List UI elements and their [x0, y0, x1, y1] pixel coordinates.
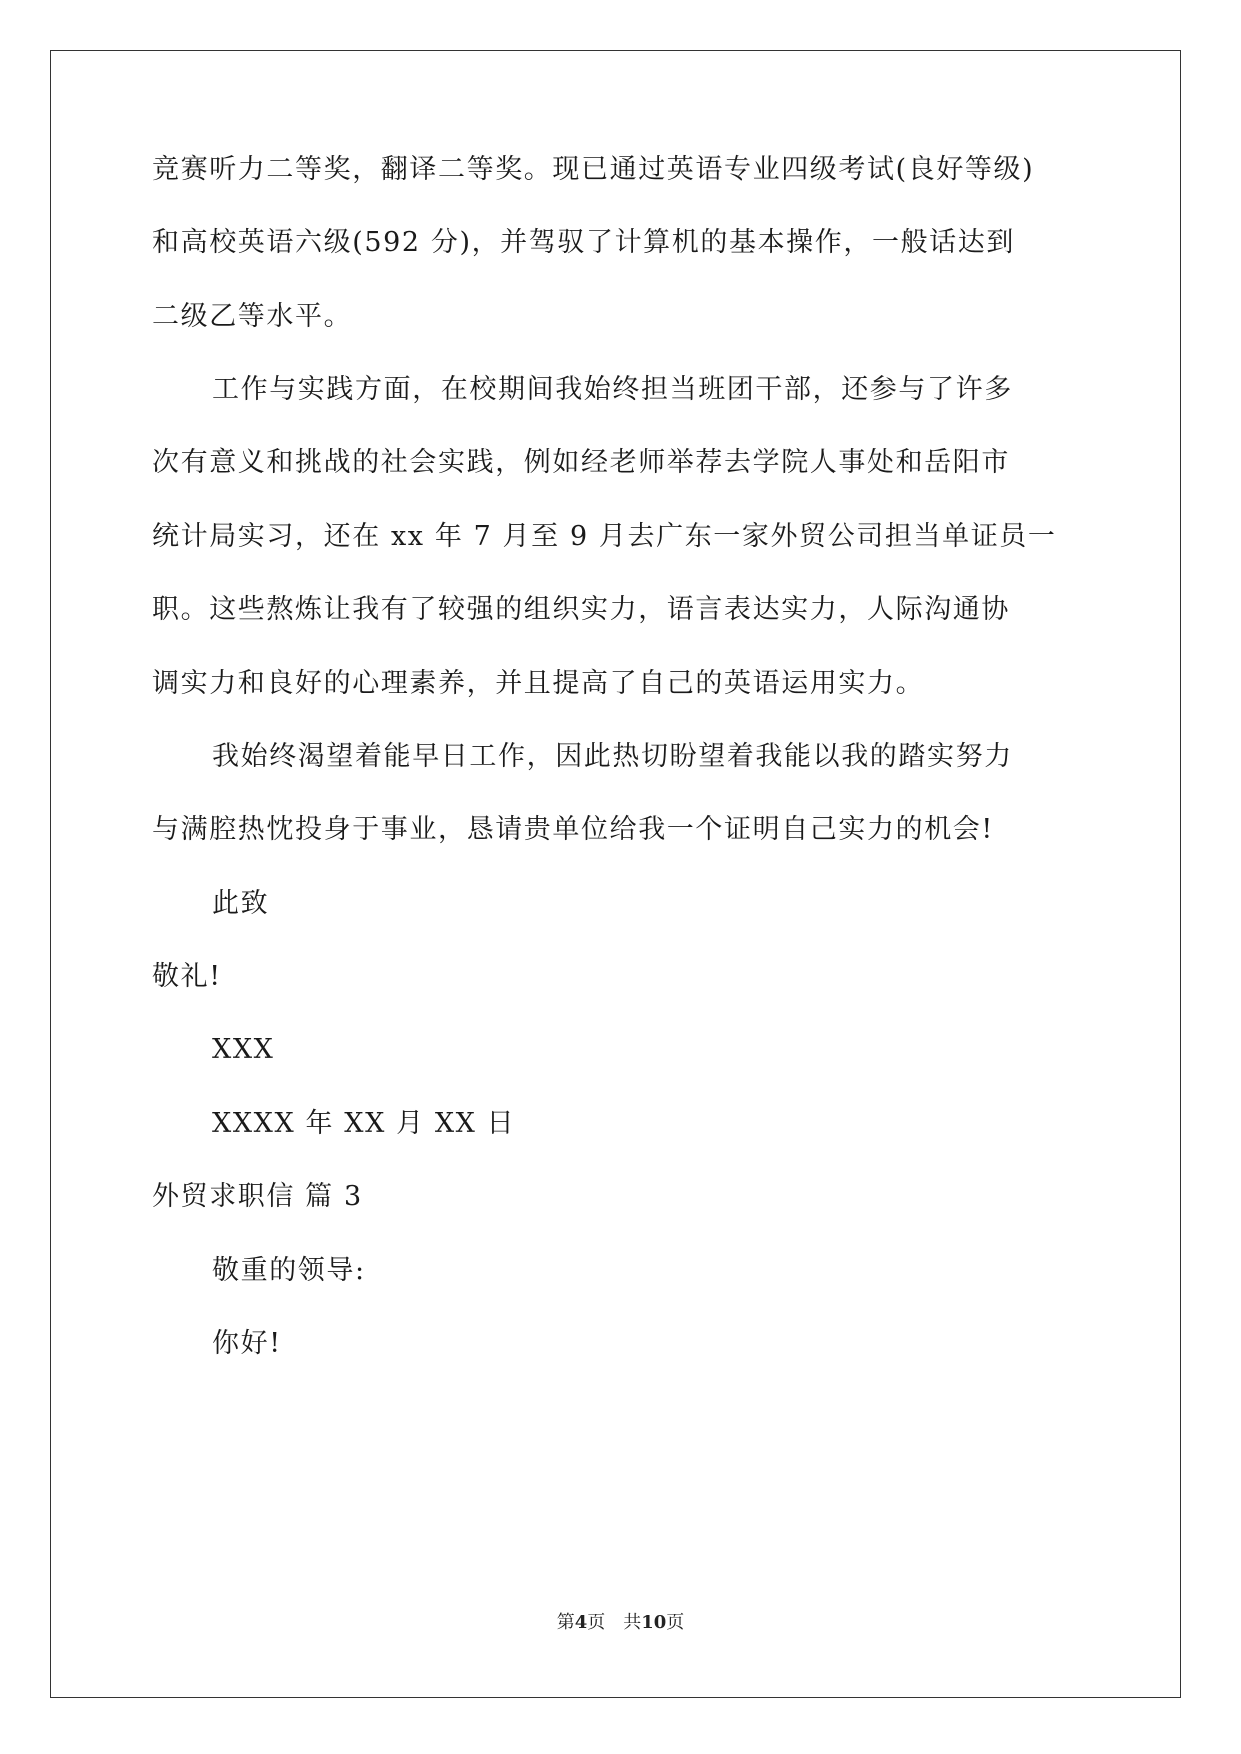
paragraph-work-start: 工作与实践方面，在校期间我始终担当班团干部，还参与了许多 — [212, 374, 1013, 405]
paragraph-hope-start: 我始终渴望着能早日工作，因此热切盼望着我能以我的踏实努力 — [212, 741, 1013, 772]
text-line-10: 与满腔热忱投身于事业，恳请贵单位给我一个证明自己实力的机会! — [152, 814, 994, 845]
salutation: 敬重的领导: — [212, 1255, 366, 1286]
signature-date: XXXX 年 XX 月 XX 日 — [212, 1108, 516, 1139]
signature-name: XXX — [212, 1034, 275, 1065]
footer-total-prefix: 共 — [623, 1612, 642, 1633]
footer-page-number: 4 — [574, 1612, 588, 1633]
text-line-5: 次有意义和挑战的社会实践，例如经老师举荐去学院人事处和岳阳市 — [152, 447, 1010, 478]
closing-jingli: 敬礼! — [152, 961, 222, 992]
text-line-2: 和高校英语六级(592 分)，并驾驭了计算机的基本操作，一般话达到 — [152, 227, 1015, 258]
footer-page-prefix: 第 — [556, 1612, 575, 1633]
footer-page-suffix: 页 — [587, 1612, 606, 1633]
text-line-3: 二级乙等水平。 — [152, 301, 353, 332]
text-line-8: 调实力和良好的心理素养，并且提高了自己的英语运用实力。 — [152, 668, 925, 699]
footer-total-pages: 10 — [641, 1612, 667, 1633]
text-line-7: 职。这些熬炼让我有了较强的组织实力，语言表达实力，人际沟通协 — [152, 594, 1010, 625]
section-title: 外贸求职信 篇 3 — [152, 1181, 363, 1212]
text-line-6: 统计局实习，还在 xx 年 7 月至 9 月去广东一家外贸公司担当单证员一 — [152, 521, 1057, 552]
closing-cizhi: 此致 — [212, 888, 270, 919]
text-line-1: 竞赛听力二等奖，翻译二等奖。现已通过英语专业四级考试(良好等级) — [152, 154, 1035, 185]
page-footer — [0, 1611, 1241, 1635]
footer-total-suffix: 页 — [666, 1612, 685, 1633]
greeting: 你好! — [212, 1328, 282, 1359]
